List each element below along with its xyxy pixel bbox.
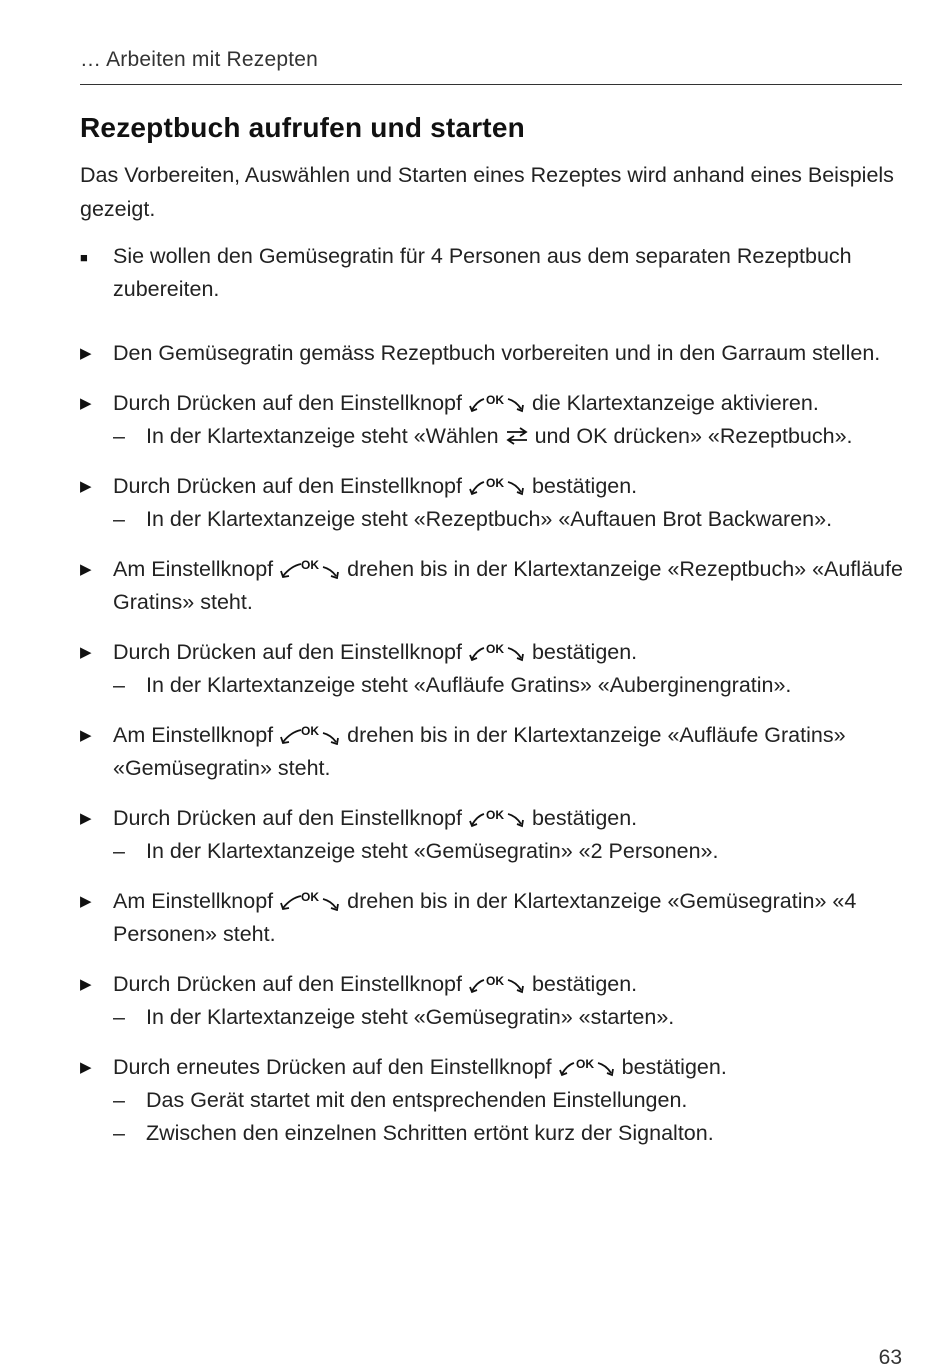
step-10-result-2: – Zwischen den einzelnen Schritten ertönt kurz der Signalton.: [113, 1121, 714, 1145]
result-text: In der Klartextanzeige steht «Rezeptbuch» «Auftauen Brot Backwaren».: [146, 507, 833, 531]
step-text-after: bestätigen.: [531, 640, 638, 664]
result-text-before: In der Klartextanzeige steht «Wählen: [146, 424, 499, 448]
result-text: Zwischen den einzelnen Schritten ertönt kurz der Signalton.: [146, 1121, 714, 1145]
triangle-right-icon: ▶: [80, 345, 92, 362]
svg-text:OK: OK: [575, 1057, 594, 1071]
knob-turn-icon: [279, 723, 341, 745]
result-text: In der Klartextanzeige steht «Gemüsegratin» «2 Personen».: [146, 839, 719, 863]
step-text-after: die Klartextanzeige aktivieren.: [531, 391, 819, 415]
result-text-after: und OK drücken» «Rezeptbuch».: [534, 424, 853, 448]
step-1: [80, 337, 910, 370]
svg-text:OK: OK: [301, 558, 320, 572]
step-3: [80, 470, 910, 503]
page-title: Rezeptbuch aufrufen und starten: [80, 112, 525, 143]
swap-arrows-icon: [504, 426, 530, 446]
triangle-right-icon: ▶: [80, 395, 92, 412]
svg-text:OK: OK: [301, 724, 320, 738]
svg-text:OK: OK: [485, 393, 504, 407]
step-5: [80, 636, 910, 669]
step-text-before: Durch Drücken auf den Einstellknopf: [113, 474, 462, 498]
step-7: [80, 802, 910, 835]
step-2: [80, 387, 910, 420]
precondition-text: Sie wollen den Gemüsegratin für 4 Personen aus dem separaten Rezeptbuch zubereiten.: [113, 244, 852, 301]
step-7-result: – In der Klartextanzeige steht «Gemüsegratin» «2 Personen».: [113, 839, 719, 863]
svg-text:OK: OK: [301, 890, 320, 904]
intro-text: Das Vorbereiten, Auswählen und Starten eines Rezeptes wird anhand eines Beispiels gezeigt.: [80, 163, 894, 221]
page-header: [80, 44, 902, 85]
svg-text:OK: OK: [485, 476, 504, 490]
triangle-right-icon: ▶: [80, 478, 92, 495]
step-4: [80, 553, 910, 619]
result-text: Das Gerät startet mit den entsprechenden Einstellungen.: [146, 1088, 688, 1112]
step-text-after: drehen bis in der Klartextanzeige «Gemüsegratin» «4 Personen» steht.: [113, 889, 857, 946]
knob-press-icon: [468, 391, 526, 413]
square-bullet-icon: ■: [80, 250, 88, 265]
precondition-item: [80, 240, 910, 306]
step-text-before: Durch Drücken auf den Einstellknopf: [113, 640, 462, 664]
triangle-right-icon: ▶: [80, 644, 92, 661]
knob-press-icon: [468, 640, 526, 662]
step-9-result: – In der Klartextanzeige steht «Gemüsegratin» «starten».: [113, 1005, 675, 1029]
step-text-before: Durch Drücken auf den Einstellknopf: [113, 972, 462, 996]
svg-text:OK: OK: [485, 642, 504, 656]
step-text-after: bestätigen.: [531, 806, 638, 830]
step-text-after: drehen bis in der Klartextanzeige «Rezeptbuch» «Aufläufe Gratins» steht.: [113, 557, 903, 614]
page-number: 63: [878, 1346, 902, 1369]
triangle-right-icon: ▶: [80, 561, 92, 578]
step-text-before: Am Einstellknopf: [113, 889, 274, 913]
triangle-right-icon: ▶: [80, 1059, 92, 1076]
triangle-right-icon: ▶: [80, 893, 92, 910]
step-text-before: Am Einstellknopf: [113, 723, 274, 747]
result-text: In der Klartextanzeige steht «Aufläufe Gratins» «Auberginengratin».: [146, 673, 792, 697]
triangle-right-icon: ▶: [80, 727, 92, 744]
knob-press-icon: [468, 972, 526, 994]
step-text-before: Durch Drücken auf den Einstellknopf: [113, 806, 462, 830]
svg-text:OK: OK: [485, 808, 504, 822]
knob-press-icon: [468, 806, 526, 828]
knob-turn-icon: [279, 557, 341, 579]
knob-press-icon: [558, 1055, 616, 1077]
step-3-result: – In der Klartextanzeige steht «Rezeptbuch» «Auftauen Brot Backwaren».: [113, 507, 833, 531]
step-8: [80, 885, 910, 951]
step-9: [80, 968, 910, 1001]
knob-press-icon: [468, 474, 526, 496]
step-2-result: – In der Klartextanzeige steht «Wählen und OK drücken» «Rezeptbuch».: [113, 424, 853, 448]
svg-text:OK: OK: [485, 974, 504, 988]
triangle-right-icon: ▶: [80, 976, 92, 993]
result-text: In der Klartextanzeige steht «Gemüsegratin» «starten».: [146, 1005, 675, 1029]
step-text-before: Durch erneutes Drücken auf den Einstellknopf: [113, 1055, 552, 1079]
step-text-after: bestätigen.: [531, 474, 638, 498]
step-10-result-1: – Das Gerät startet mit den entsprechenden Einstellungen.: [113, 1088, 688, 1112]
instructions: [80, 240, 910, 1150]
section-label: … Arbeiten mit Rezepten: [80, 48, 319, 71]
knob-turn-icon: [279, 889, 341, 911]
step-5-result: – In der Klartextanzeige steht «Aufläufe Gratins» «Auberginengratin».: [113, 673, 792, 697]
triangle-right-icon: ▶: [80, 810, 92, 827]
step-10: [80, 1051, 910, 1084]
step-text-after: bestätigen.: [621, 1055, 727, 1079]
step-text-after: drehen bis in der Klartextanzeige «Aufläufe Gratins» «Gemüsegratin» steht.: [113, 723, 846, 780]
step-6: [80, 719, 910, 785]
step-text: Den Gemüsegratin gemäss Rezeptbuch vorbereiten und in den Garraum stellen.: [113, 341, 881, 365]
step-text-before: Durch Drücken auf den Einstellknopf: [113, 391, 462, 415]
step-text-before: Am Einstellknopf: [113, 557, 274, 581]
step-text-after: bestätigen.: [531, 972, 638, 996]
